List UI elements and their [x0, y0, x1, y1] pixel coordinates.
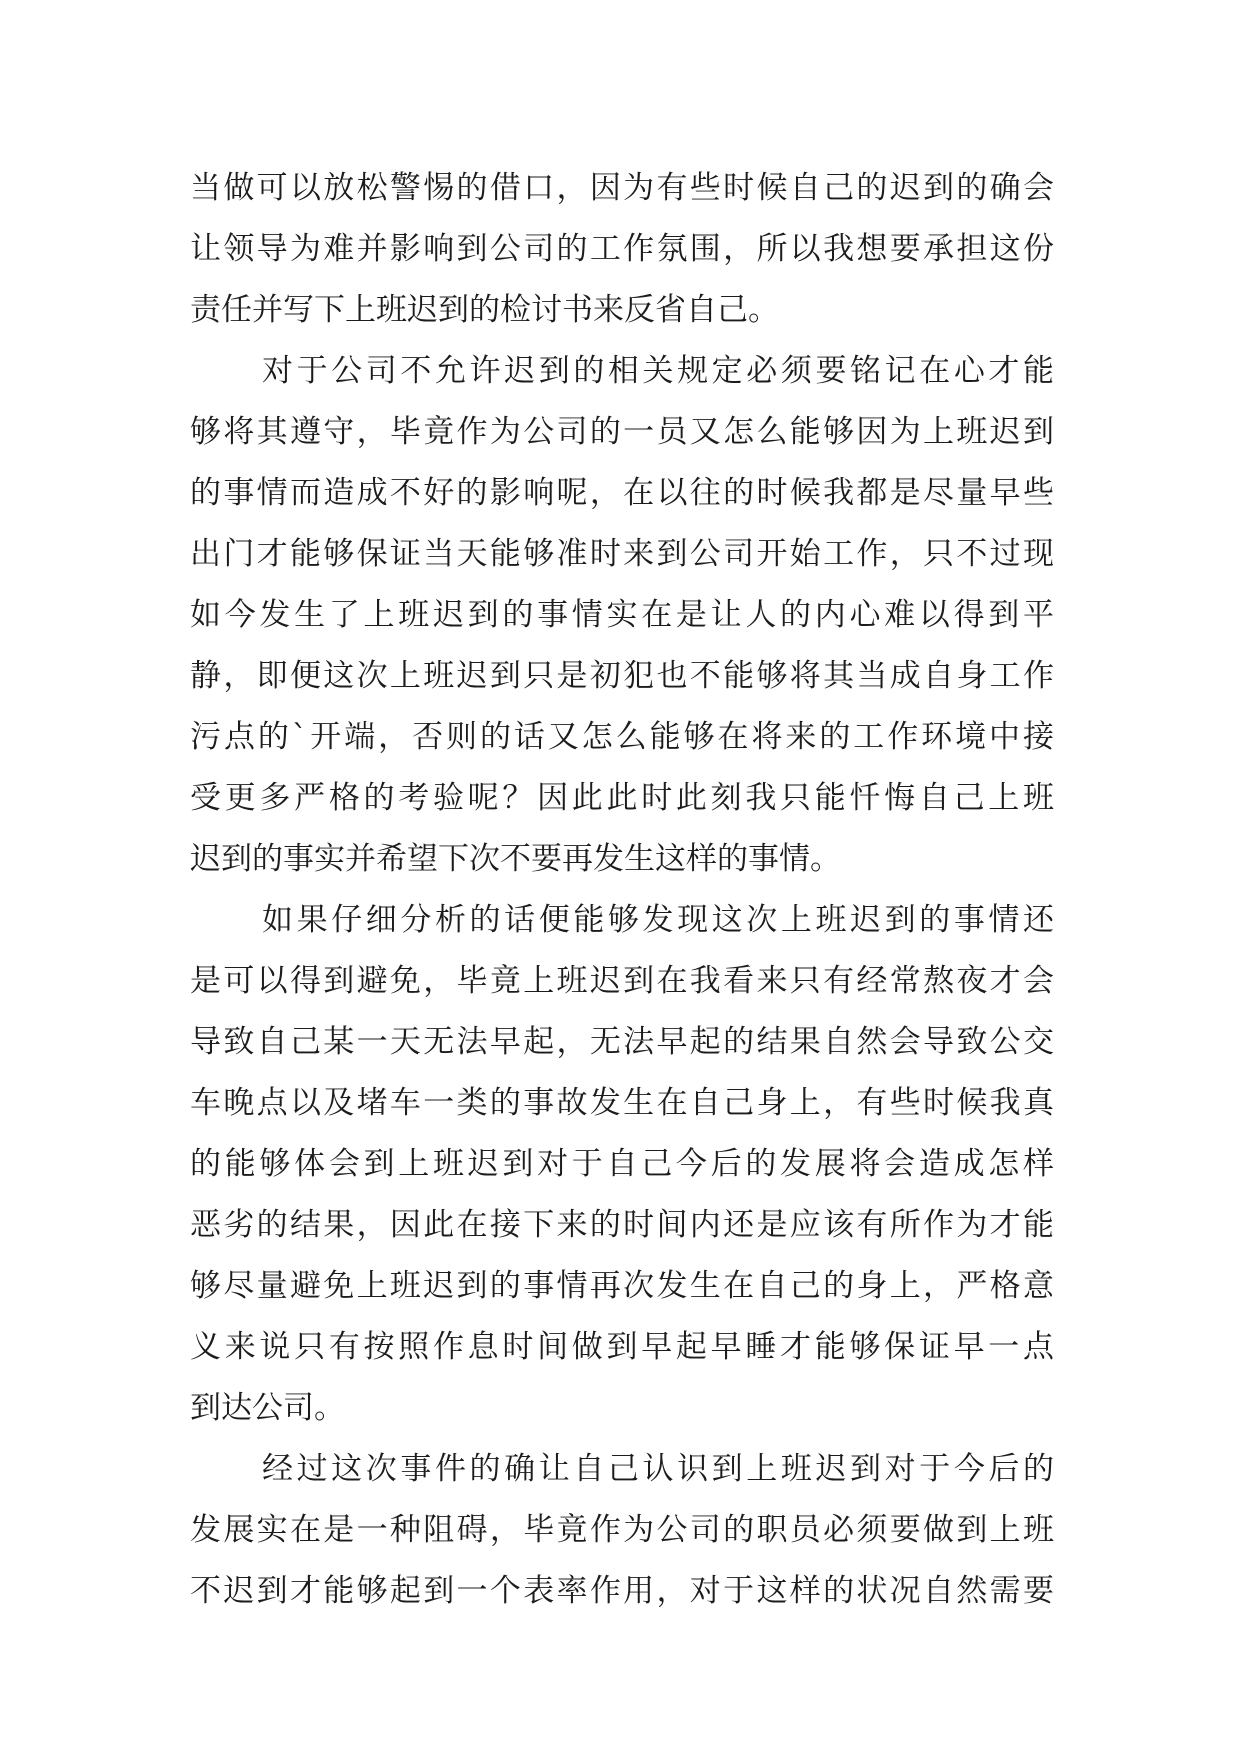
- text-line: 的事情而造成不好的影响呢，在以往的时候我都是尽量早些: [190, 475, 1054, 511]
- text-line: 出门才能够保证当天能够准时来到公司开始工作，只不过现: [190, 536, 1054, 572]
- text-line: 义来说只有按照作息时间做到早起早睡才能够保证早一点: [190, 1329, 1054, 1365]
- text-line: 够将其遵守，毕竟作为公司的一员又怎么能够因为上班迟到: [190, 414, 1054, 450]
- paragraph-1: [190, 158, 1054, 341]
- text-line: 恶劣的结果，因此在接下来的时间内还是应该有所作为才能: [190, 1207, 1054, 1243]
- text-line: 如果仔细分析的话便能够发现这次上班迟到的事情还: [262, 902, 1054, 938]
- text-line: 发展实在是一种阻碍，毕竟作为公司的职员必须要做到上班: [190, 1512, 1054, 1548]
- text-line: 够尽量避免上班迟到的事情再次发生在自己的身上，严格意: [190, 1268, 1054, 1304]
- text-line: 让领导为难并影响到公司的工作氛围，所以我想要承担这份: [190, 231, 1054, 267]
- text-line: 经过这次事件的确让自己认识到上班迟到对于今后的: [262, 1451, 1054, 1487]
- paragraph-2: [190, 341, 1054, 890]
- text-line: 如今发生了上班迟到的事情实在是让人的内心难以得到平: [190, 597, 1054, 633]
- text-line: 是可以得到避免，毕竟上班迟到在我看来只有经常熬夜才会: [190, 963, 1054, 999]
- text-line: 不迟到才能够起到一个表率作用，对于这样的状况自然需要: [190, 1573, 1054, 1609]
- text-line: 的能够体会到上班迟到对于自己今后的发展将会造成怎样: [190, 1146, 1054, 1182]
- text-line: 污点的`开端，否则的话又怎么能够在将来的工作环境中接: [190, 719, 1054, 755]
- paragraph-4: [190, 1439, 1054, 1622]
- text-line: 到达公司。: [190, 1390, 345, 1426]
- text-line: 导致自己某一天无法早起，无法早起的结果自然会导致公交: [190, 1024, 1054, 1060]
- text-line: 静，即便这次上班迟到只是初犯也不能够将其当成自身工作: [190, 658, 1054, 694]
- paragraph-3: [190, 890, 1054, 1439]
- text-line: 车晚点以及堵车一类的事故发生在自己身上，有些时候我真: [190, 1085, 1054, 1121]
- text-line: 迟到的事实并希望下次不要再发生这样的事情。: [190, 841, 841, 877]
- document-body: [190, 158, 1054, 1622]
- text-line: 对于公司不允许迟到的相关规定必须要铭记在心才能: [262, 353, 1054, 389]
- text-line: 当做可以放松警惕的借口，因为有些时候自己的迟到的确会: [190, 170, 1054, 206]
- text-line: 责任并写下上班迟到的检讨书来反省自己。: [190, 292, 779, 328]
- text-line: 受更多严格的考验呢？因此此时此刻我只能忏悔自己上班: [190, 780, 1054, 816]
